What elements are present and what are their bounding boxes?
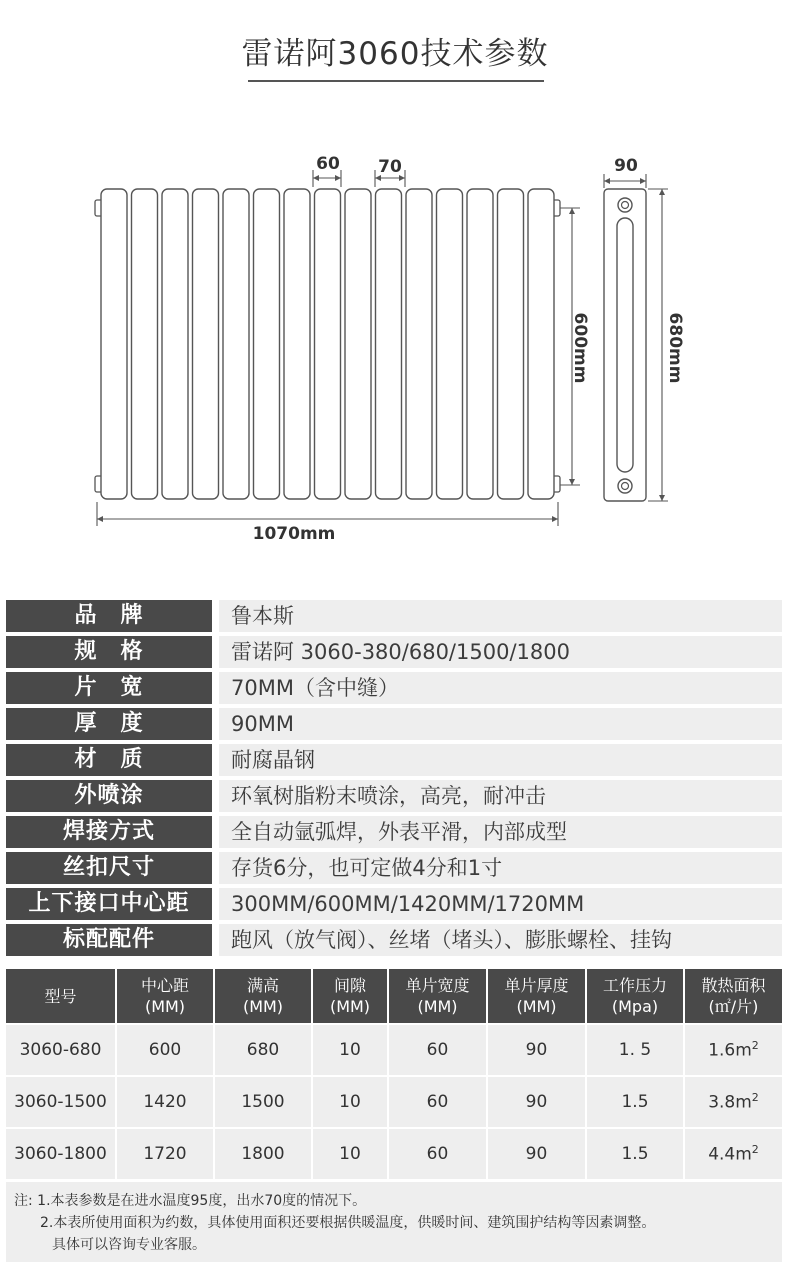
spec-value: 环氧树脂粉末喷涂，高亮，耐冲击 <box>219 780 782 812</box>
radiator-tube <box>101 189 127 499</box>
table-row <box>6 1024 782 1076</box>
radiator-tube <box>193 189 219 499</box>
dim-center-distance-label: 600mm <box>570 312 590 384</box>
radiator-tube <box>376 189 402 499</box>
dim-tube-pitch-label: 70 <box>378 157 402 177</box>
cell-pressure: 1.5 <box>586 1128 684 1180</box>
note-line-1: 注: 1.本表参数是在进水温度95度，出水70度的情况下。 <box>14 1193 367 1209</box>
column-header: 工作压力 (Mpa) <box>586 969 684 1024</box>
radiator-tube <box>406 189 432 499</box>
cell-thickness: 90 <box>487 1076 586 1128</box>
column-header: 单片宽度 (MM) <box>388 969 487 1024</box>
spec-label: 品 牌 <box>6 600 212 632</box>
side-port-inner <box>622 202 629 209</box>
dim-arrow <box>569 208 575 214</box>
radiator-tube <box>345 189 371 499</box>
table-row <box>6 1128 782 1180</box>
dim-arrow <box>659 495 665 501</box>
cell-area: $3.8m^2$ <box>684 1076 782 1128</box>
radiator-tube <box>132 189 158 499</box>
spec-value: 存货6分，也可定做4分和1寸 <box>219 852 782 884</box>
radiator-tube <box>528 189 554 499</box>
cell-height: 680 <box>214 1024 312 1076</box>
spec-label: 丝扣尺寸 <box>6 852 212 884</box>
cell-width: 60 <box>388 1076 487 1128</box>
spec-list <box>6 600 782 960</box>
spec-label: 焊接方式 <box>6 816 212 848</box>
column-header: 单片厚度 (MM) <box>487 969 586 1024</box>
column-header: 间隙 (MM) <box>312 969 388 1024</box>
dim-depth-label: 90 <box>614 156 638 176</box>
radiator-tube <box>437 189 463 499</box>
dim-tube-width-label: 60 <box>316 154 340 174</box>
cell-width: 60 <box>388 1128 487 1180</box>
radiator-tube <box>498 189 524 499</box>
dim-arrow <box>640 178 646 184</box>
spec-row-model <box>6 636 782 668</box>
spec-value: 鲁本斯 <box>219 600 782 632</box>
cell-thickness: 90 <box>487 1024 586 1076</box>
radiator-tube <box>223 189 249 499</box>
spec-label: 标配配件 <box>6 924 212 956</box>
spec-label: 规 格 <box>6 636 212 668</box>
spec-row-accessories <box>6 924 782 956</box>
radiator-front-view <box>95 189 560 499</box>
spec-row-brand <box>6 600 782 632</box>
cell-model: 3060-680 <box>6 1024 116 1076</box>
spec-label: 外喷涂 <box>6 780 212 812</box>
cell-center: 1420 <box>116 1076 214 1128</box>
spec-value: 耐腐晶钢 <box>219 744 782 776</box>
page-title: 雷诺阿3060技术参数 <box>241 36 549 72</box>
notes-box <box>6 1182 782 1262</box>
parameter-table <box>6 969 782 1181</box>
dim-arrow <box>313 175 319 181</box>
table-row <box>6 1076 782 1128</box>
table-header-row <box>6 969 782 1024</box>
spec-row-coating <box>6 780 782 812</box>
spec-label: 上下接口中心距 <box>6 888 212 920</box>
dim-arrow <box>552 516 558 522</box>
title-underline <box>248 80 544 82</box>
cell-pressure: 1.5 <box>586 1076 684 1128</box>
spec-row-welding <box>6 816 782 848</box>
radiator-tube <box>284 189 310 499</box>
spec-value: 跑风（放气阀）、丝堵（堵头）、膨胀螺栓、挂钩 <box>219 924 782 956</box>
column-header: 满高 (MM) <box>214 969 312 1024</box>
cell-center: 1720 <box>116 1128 214 1180</box>
cell-model: 3060-1500 <box>6 1076 116 1128</box>
spec-row-thickness <box>6 708 782 740</box>
column-header: 中心距 (MM) <box>116 969 214 1024</box>
note-line-2: 2.本表所使用面积为约数，具体使用面积还要根据供暖温度，供暖时间、建筑围护结构等因素调整。 <box>40 1215 656 1231</box>
dim-arrow <box>604 178 610 184</box>
radiator-tube <box>162 189 188 499</box>
radiator-tube <box>254 189 280 499</box>
radiator-tube <box>467 189 493 499</box>
cell-area: $1.6m^2$ <box>684 1024 782 1076</box>
dim-arrow <box>335 175 341 181</box>
cell-height: 1500 <box>214 1076 312 1128</box>
dim-arrow <box>569 479 575 485</box>
cell-center: 600 <box>116 1024 214 1076</box>
spec-label: 厚 度 <box>6 708 212 740</box>
radiator-side-view <box>604 189 646 501</box>
cell-gap: 10 <box>312 1128 388 1180</box>
cell-height: 1800 <box>214 1128 312 1180</box>
cell-width: 60 <box>388 1024 487 1076</box>
cell-thickness: 90 <box>487 1128 586 1180</box>
radiator-tube <box>315 189 341 499</box>
dim-arrow <box>659 189 665 195</box>
spec-label: 片 宽 <box>6 672 212 704</box>
spec-value: 300MM/600MM/1420MM/1720MM <box>219 888 782 920</box>
cell-gap: 10 <box>312 1024 388 1076</box>
side-port-inner <box>622 483 629 490</box>
column-header: 型号 <box>6 969 116 1024</box>
spec-row-connection <box>6 888 782 920</box>
spec-label: 材 质 <box>6 744 212 776</box>
cell-area: $4.4m^2$ <box>684 1128 782 1180</box>
spec-row-thread <box>6 852 782 884</box>
spec-value: 全自动氩弧焊，外表平滑，内部成型 <box>219 816 782 848</box>
dim-arrow <box>97 516 103 522</box>
dim-total-length-label: 1070mm <box>252 524 336 544</box>
spec-row-material <box>6 744 782 776</box>
radiator-drawing <box>0 140 790 550</box>
spec-row-width <box>6 672 782 704</box>
column-header: 散热面积 (㎡/片) <box>684 969 782 1024</box>
spec-value: 雷诺阿 3060-380/680/1500/1800 <box>219 636 782 668</box>
dim-total-height-label: 680mm <box>665 312 685 384</box>
cell-model: 3060-1800 <box>6 1128 116 1180</box>
spec-value: 90MM <box>219 708 782 740</box>
side-channel <box>617 218 633 472</box>
note-line-3: 具体可以咨询专业客服。 <box>52 1237 206 1253</box>
spec-value: 70MM（含中缝） <box>219 672 782 704</box>
cell-pressure: 1. 5 <box>586 1024 684 1076</box>
cell-gap: 10 <box>312 1076 388 1128</box>
